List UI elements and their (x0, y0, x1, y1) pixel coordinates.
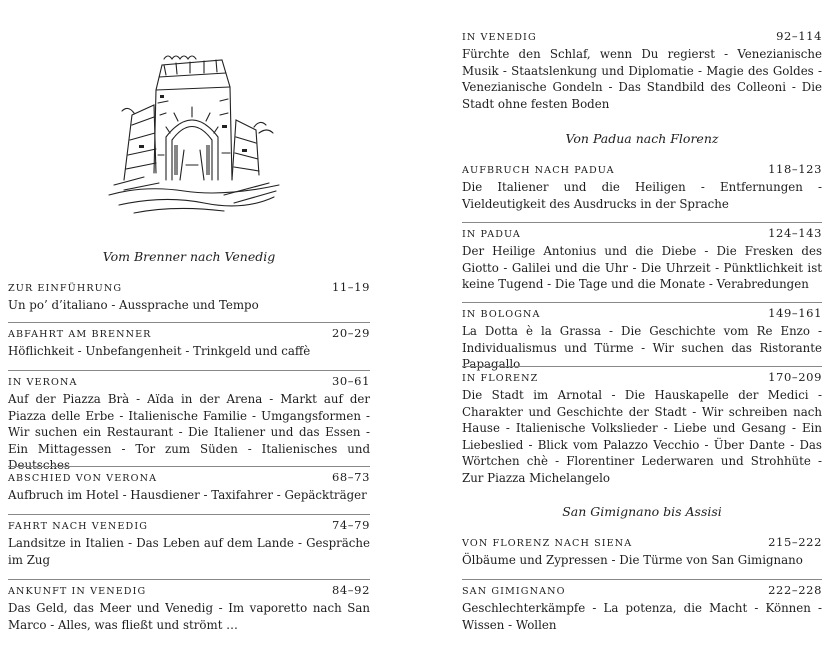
entry-title: IN BOLOGNA (462, 309, 541, 320)
entry-title: ABSCHIED VON VERONA (8, 473, 158, 484)
entry-title: ABFAHRT AM BRENNER (8, 329, 152, 340)
toc-entry (8, 466, 370, 504)
entry-description: Auf der Piazza Brà - Aïda in der Arena - Markt auf der Piazza delle Erbe - Italienische Familie - Umgangsformen - Wir suchen ein Restaurant - Die Italiener und das Essen - Ein Mittagessen - Tor zum Süden - Italienisches und Deutsches (8, 392, 370, 472)
entry-pages: 74–79 (331, 518, 370, 532)
entry-description: Die Stadt im Arnotal - Die Hauskapelle der Medici - Charakter und Geschichte der Stadt - Wir schreiben nach Hause - Italienische Volkslieder - Liebe und Gesang - Ein Liebeslied - Blick vom Palazzo Vecchio - Über Dante - Das Wörtchen chè - Florentiner Lederwaren und Strohhüte - Zur Piazza Michelangelo (462, 388, 822, 485)
section-title: Vom Brenner nach Venedig (102, 249, 276, 264)
entry-description: Un po’ d’italiano - Aussprache und Tempo (8, 298, 259, 312)
entry-pages: 11–19 (331, 280, 370, 294)
toc-entry (462, 26, 822, 112)
toc-entry (462, 159, 822, 212)
entry-pages: 215–222 (768, 535, 822, 549)
entry-pages: 124–143 (768, 226, 822, 240)
entry-title: IN VERONA (8, 377, 78, 388)
entry-pages: 20–29 (331, 326, 370, 340)
entry-title: ZUR EINFÜHRUNG (8, 283, 123, 294)
entry-title: IN VENEDIG (462, 32, 537, 43)
entry-description: Der Heilige Antonius und die Diebe - Die Fresken des Giotto - Galilei und die Uhr - Die Uhrzeit - Pünktlichkeit ist keine Tugend - Die Tage und die Monate - Verabredungen (462, 244, 822, 291)
entry-pages: 222–228 (768, 583, 822, 597)
entry-description: Geschlechterkämpfe - La potenza, die Macht - Können - Wissen - Wollen (462, 601, 822, 632)
entry-description: Die Italiener und die Heiligen - Entfernungen - Vieldeutigkeit des Ausdrucks in der Sprache (462, 180, 822, 211)
toc-entry (462, 302, 822, 373)
section-title: San Gimignano bis Assisi (562, 504, 722, 519)
entry-description: Ölbäume und Zypressen - Die Türme von San Gimignano (462, 553, 803, 567)
stone-gate-illustration (104, 45, 284, 220)
toc-entry (8, 514, 370, 568)
entry-pages: 68–73 (331, 470, 370, 484)
entry-description: Landsitze in Italien - Das Leben auf dem Lande - Gespräche im Zug (8, 536, 370, 567)
toc-entry (462, 222, 822, 293)
entry-title: IN FLORENZ (462, 373, 539, 384)
section-title: Von Padua nach Florenz (565, 131, 719, 146)
entry-description: Höflichkeit - Unbefangenheit - Trinkgeld und caffè (8, 344, 311, 358)
entry-pages: 92–114 (776, 29, 822, 43)
entry-title: AUFBRUCH NACH PADUA (462, 165, 615, 176)
toc-entry (462, 579, 822, 633)
entry-pages: 118–123 (768, 162, 822, 176)
toc-entry (8, 322, 370, 360)
entry-pages: 149–161 (768, 306, 822, 320)
entry-title: FAHRT NACH VENEDIG (8, 521, 148, 532)
entry-pages: 30–61 (331, 374, 370, 388)
entry-description: Fürchte den Schlaf, wenn Du regierst - Venezianische Musik - Staatslenkung und Diplomatie - Magie des Goldes - Venezianische Gondeln - Das Standbild des Colleoni - Die Stadt ohne festen Boden (462, 47, 822, 111)
entry-title: IN PADUA (462, 229, 521, 240)
entry-title: SAN GIMIGNANO (462, 586, 566, 597)
entry-description: Aufbruch im Hotel - Hausdiener - Taxifahrer - Gepäckträger (8, 488, 367, 502)
entry-pages: 84–92 (331, 583, 370, 597)
toc-entry (8, 370, 370, 474)
entry-pages: 170–209 (768, 370, 822, 384)
toc-entry (462, 366, 822, 486)
entry-description: La Dotta è la Grassa - Die Geschichte vom Re Enzo - Individualismus und Türme - Wir suchen das Ristorante Papagallo (462, 324, 822, 371)
toc-entry (462, 532, 822, 569)
entry-title: VON FLORENZ NACH SIENA (462, 538, 633, 549)
toc-entry (8, 579, 370, 633)
entry-description: Das Geld, das Meer und Venedig - Im vaporetto nach San Marco - Alles, was fließt und strömt … (8, 601, 370, 632)
entry-title: ANKUNFT IN VENEDIG (8, 586, 147, 597)
toc-entry (8, 277, 370, 314)
